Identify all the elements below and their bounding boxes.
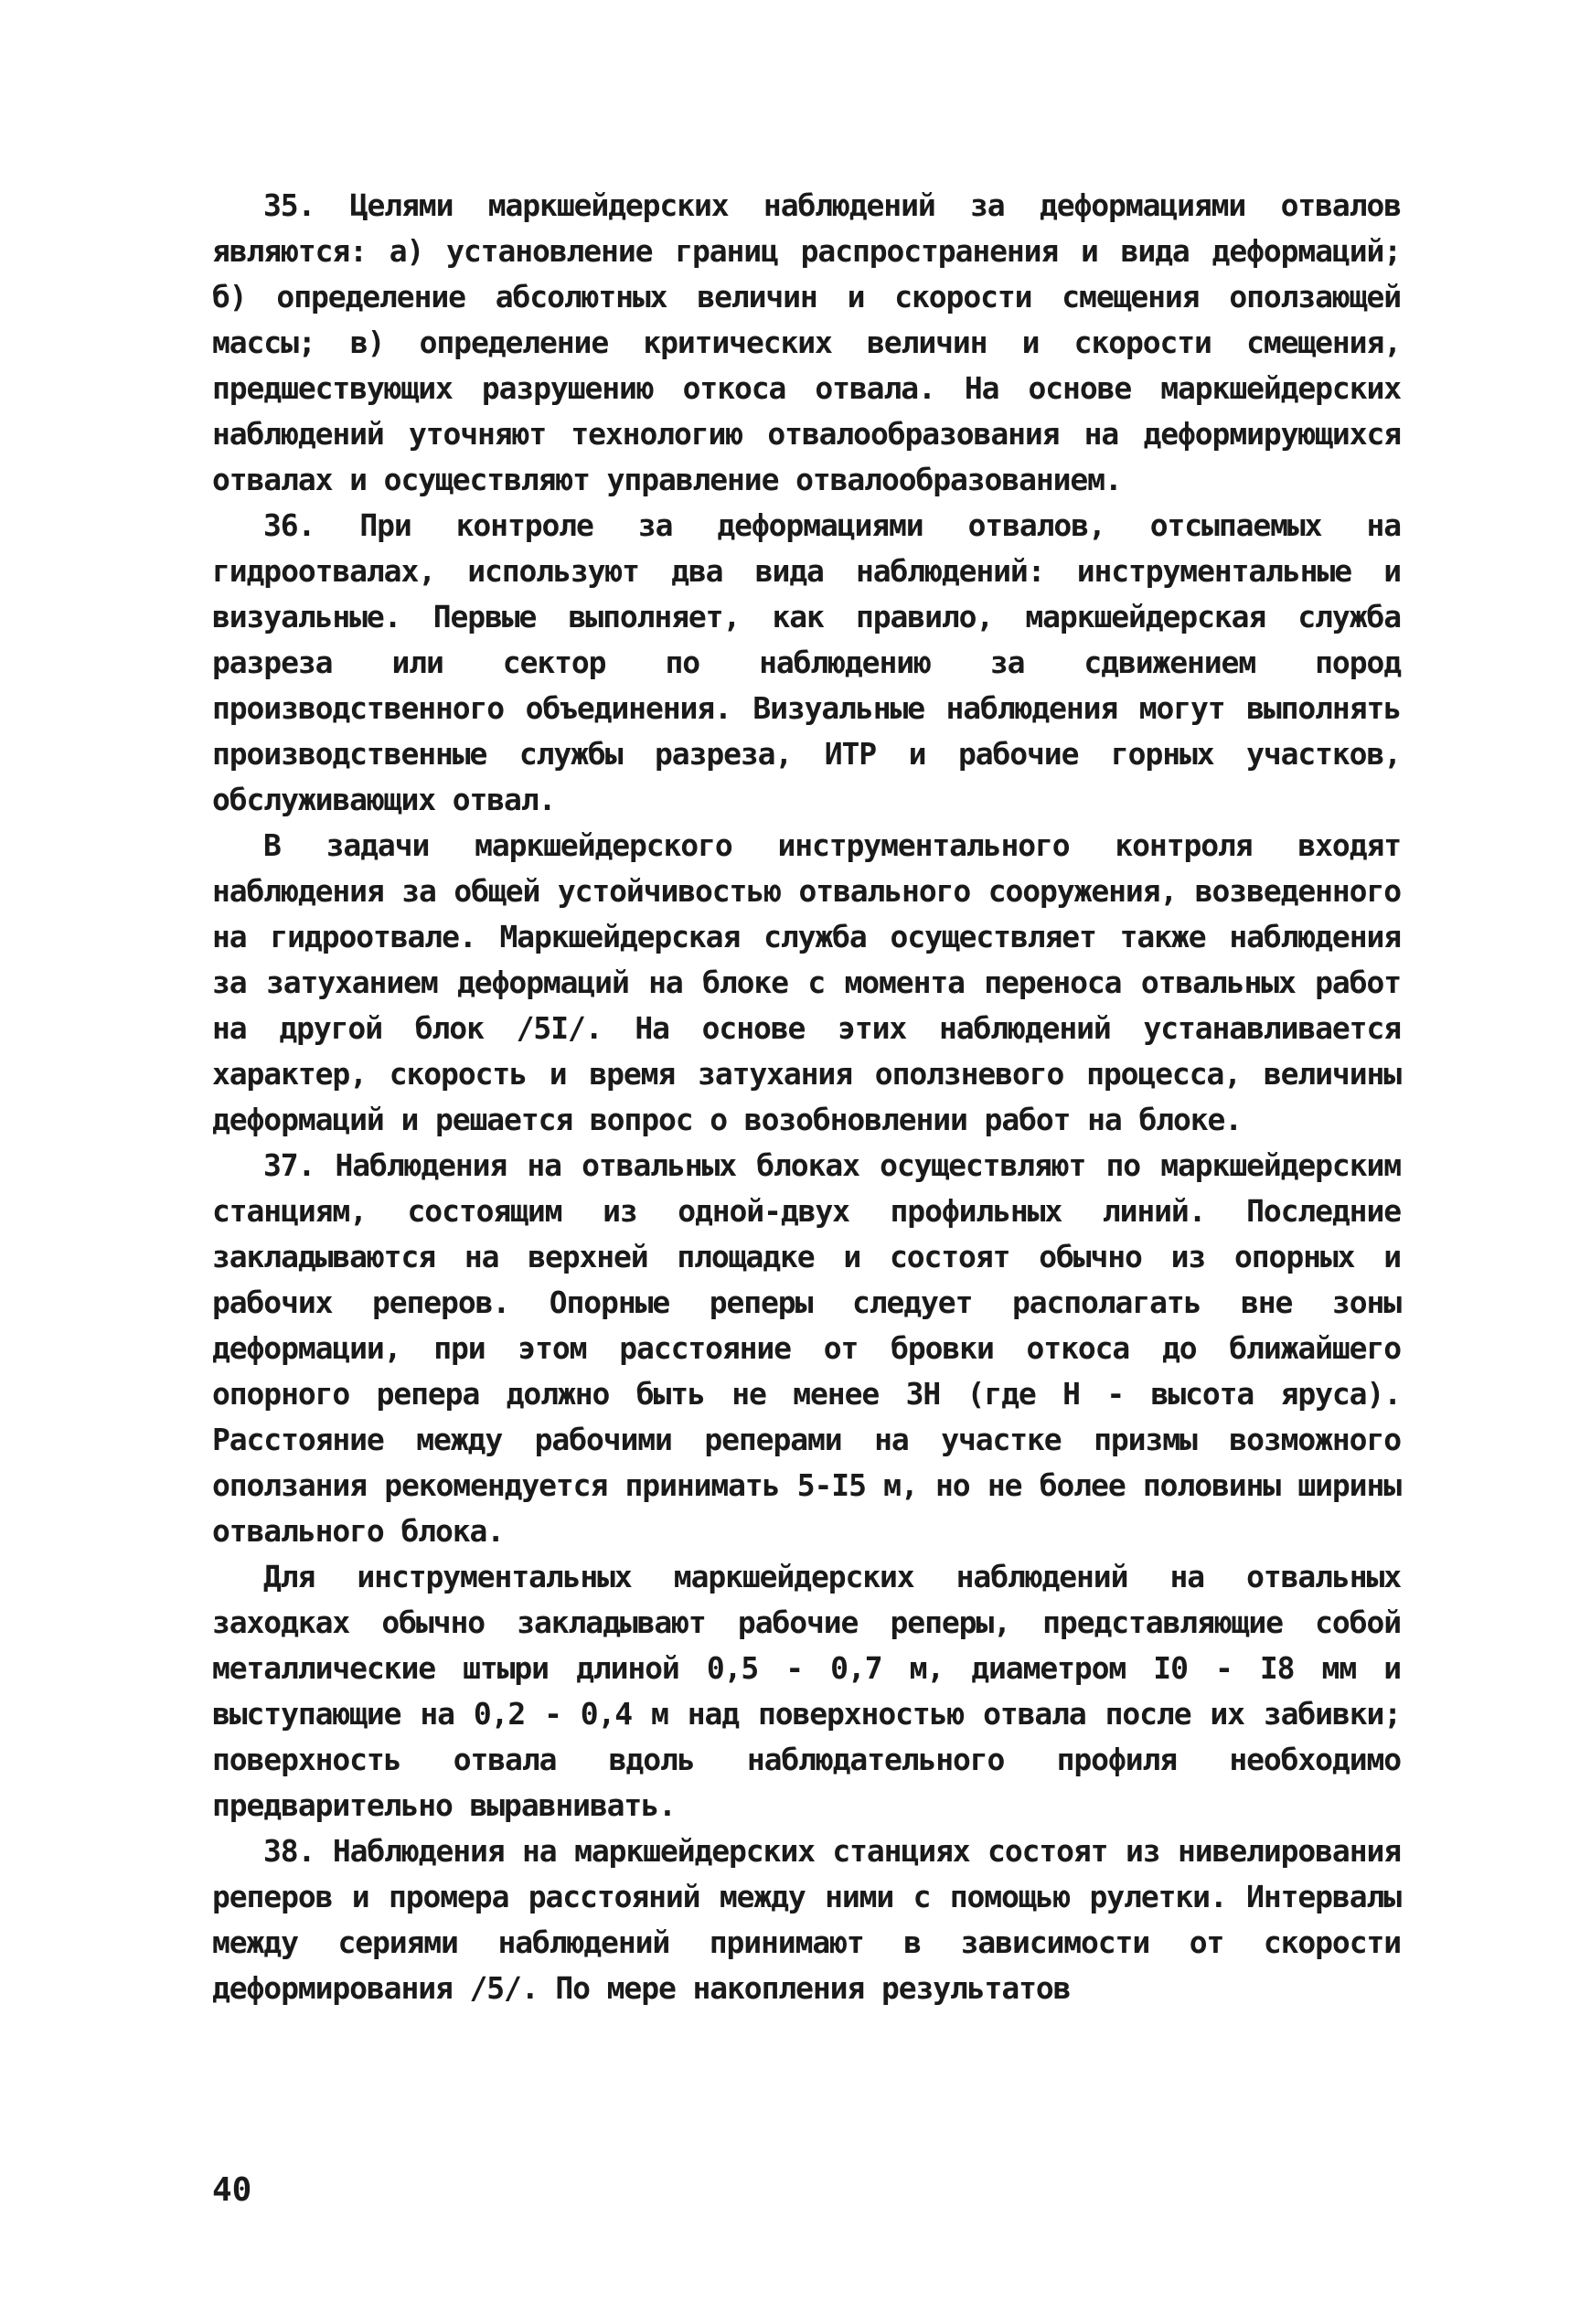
- body-text: [212, 183, 1401, 2011]
- paragraph-38: 38. Наблюдения на маркшейдерских станциях состоят из нивелирования реперов и промера расстояний между ними с помощью рулетки. Интервалы между сериями наблюдений принимают в зависимости от скорости деформирования /5/. По мере накопления результатов: [212, 1833, 1401, 2006]
- page-number: 40: [212, 2171, 252, 2209]
- paragraph-37: 37. Наблюдения на отвальных блоках осуществляют по маркшейдерским станциям, состоящим из одной-двух профильных линий. Последние закладываются на верхней площадке и состоят обычно из опорных и рабочих реперов. Опорные реперы следует располагать вне зоны деформации, при этом расстояние от бровки откоса до ближайшего опорного репера должно быть не менее 3Н (где Н - высота яруса). Расстояние между рабочими реперами на участке призмы возможного оползания рекомендуется принимать 5-I5 м, но не более половины ширины отвального блока.: [212, 1147, 1401, 1549]
- paragraph-36-continued: В задачи маркшейдерского инструментального контроля входят наблюдения за общей устойчивостью отвального сооружения, возведенного на гидроотвале. Маркшейдерская служба осуществляет также наблюдения за затуханием деформаций на блоке с момента переноса отвальных работ на другой блок /5I/. На основе этих наблюдений устанавливается характер, скорость и время затухания оползневого процесса, величины деформаций и решается вопрос о возобновлении работ на блоке.: [212, 827, 1401, 1137]
- paragraph-37-continued: Для инструментальных маркшейдерских наблюдений на отвальных заходках обычно закладывают рабочие реперы, представляющие собой металлические штыри длиной 0,5 - 0,7 м, диаметром I0 - I8 мм и выступающие на 0,2 - 0,4 м над поверхностью отвала после их забивки; поверхность отвала вдоль наблюдательного профиля необходимо предварительно выравнивать.: [212, 1559, 1401, 1823]
- paragraph-35: 35. Целями маркшейдерских наблюдений за деформациями отвалов являются: а) установление границ распространения и вида деформаций; б) определение абсолютных величин и скорости смещения оползающей массы; в) определение критических величин и скорости смещения, предшествующих разрушению откоса отвала. На основе маркшейдерских наблюдений уточняют технологию отвалообразования на деформирующихся отвалах и осуществляют управление отвалообразованием.: [212, 187, 1401, 497]
- paragraph-36: 36. При контроле за деформациями отвалов, отсыпаемых на гидроотвалах, используют два вида наблюдений: инструментальные и визуальные. Первые выполняет, как правило, маркшейдерская служба разреза или сектор по наблюдению за сдвижением пород производственного объединения. Визуальные наблюдения могут выполнять производственные службы разреза, ИТР и рабочие горных участков, обслуживающих отвал.: [212, 507, 1401, 817]
